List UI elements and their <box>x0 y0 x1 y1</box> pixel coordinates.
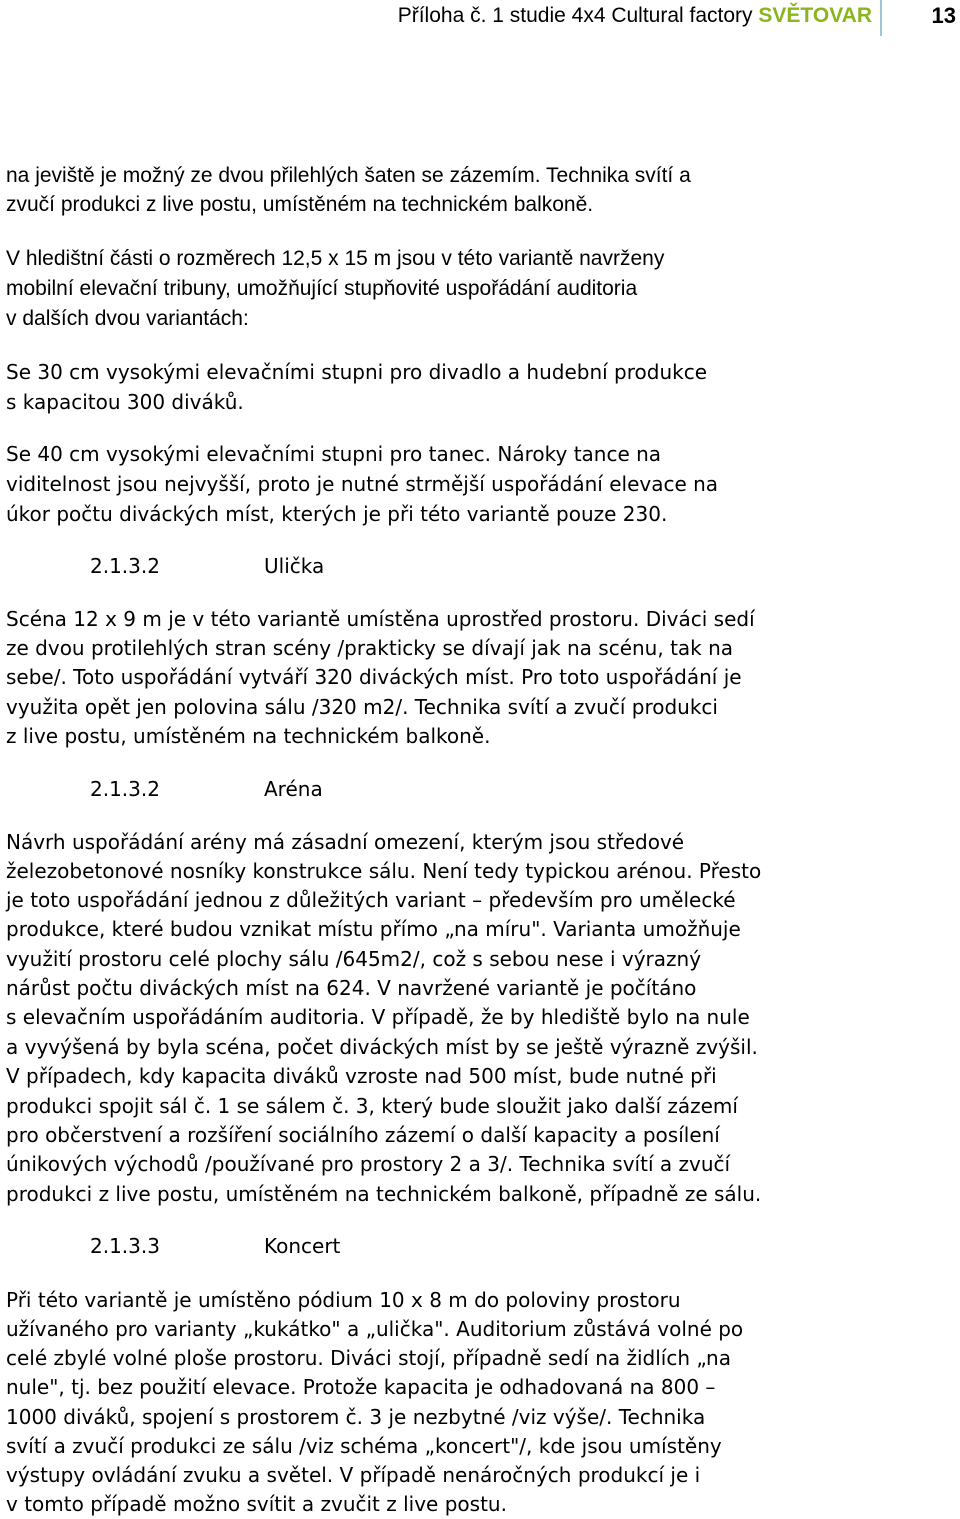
section-title: Aréna <box>264 777 323 801</box>
text-line: je toto uspořádání jednou z důležitých variant – především pro umělecké <box>6 888 736 912</box>
text-line: viditelnost jsou nejvyšší, proto je nutné strmější uspořádání elevace na <box>6 472 719 496</box>
text-line: celé zbylé volné ploše prostoru. Diváci stojí, případně sedí na židlích „na <box>6 1346 731 1370</box>
text-line: svítí a zvučí produkci ze sálu /viz schéma „koncert"/, kde jsou umístěny <box>6 1434 722 1458</box>
text-line: produkci z live postu, umístěném na technickém balkoně, případně ze sálu. <box>6 1182 762 1206</box>
text-line: a vyvýšená by byla scéna, počet diváckých míst by se ještě výrazně zvýšil. <box>6 1035 758 1059</box>
text-line: Scéna 12 x 9 m je v této variantě umístěna uprostřed prostoru. Diváci sedí <box>6 607 755 631</box>
text-line: z live postu, umístěném na technickém balkoně. <box>6 724 491 748</box>
header-brand: SVĚTOVAR <box>758 4 872 27</box>
text-line: sebe/. Toto uspořádání vytváří 320 diváckých míst. Pro toto uspořádání je <box>6 665 742 689</box>
page-header <box>0 0 960 36</box>
text-line: produkci spojit sál č. 1 se sálem č. 3, který bude sloužit jako další zázemí <box>6 1094 738 1118</box>
header-divider <box>880 0 882 36</box>
section-number: 2.1.3.2 <box>90 777 160 801</box>
page-number: 13 <box>931 3 956 28</box>
text-line: využita opět jen polovina sálu /320 m2/. Technika svítí a zvučí produkci <box>6 695 718 719</box>
text-line: využití prostoru celé plochy sálu /645m2/, což s sebou nese i výrazný <box>6 947 702 971</box>
header-title <box>398 2 872 30</box>
section-number: 2.1.3.2 <box>90 554 160 578</box>
text-line: produkce, které budou vznikat místu přímo „na míru". Varianta umožňuje <box>6 917 741 941</box>
text-line: v dalších dvou variantách: <box>6 307 249 330</box>
text-line: ze dvou protilehlých stran scény /prakticky se dívají jak na scénu, tak na <box>6 636 734 660</box>
text-line: nárůst počtu diváckých míst na 624. V navržené variantě je počítáno <box>6 976 697 1000</box>
header-title-text: Příloha č. 1 studie 4x4 Cultural factory <box>397 4 753 27</box>
text-line: mobilní elevační tribuny, umožňující stupňovité uspořádání auditoria <box>6 277 638 300</box>
text-line: užívaného pro varianty „kukátko" a „ulička". Auditorium zůstává volné po <box>6 1317 744 1341</box>
text-line: s kapacitou 300 diváků. <box>6 390 244 414</box>
text-line: zvučí produkci z live postu, umístěném na technickém balkoně. <box>6 193 594 216</box>
section-number: 2.1.3.3 <box>90 1234 160 1258</box>
text-line: V případech, kdy kapacita diváků vzroste nad 500 míst, bude nutné při <box>6 1064 717 1088</box>
text-line: Návrh uspořádání arény má zásadní omezení, kterým jsou středové <box>6 830 685 854</box>
text-line: na jeviště je možný ze dvou přilehlých šaten se zázemím. Technika svítí a <box>6 164 691 187</box>
text-line: úkor počtu diváckých míst, kterých je při této variantě pouze 230. <box>6 502 668 526</box>
text-line: Při této variantě je umístěno pódium 10 x 8 m do poloviny prostoru <box>6 1288 681 1312</box>
text-line: únikových východů /používané pro prostory 2 a 3/. Technika svítí a zvučí <box>6 1152 731 1176</box>
text-line: Se 40 cm vysokými elevačními stupni pro tanec. Nároky tance na <box>6 442 662 466</box>
text-line: 1000 diváků, spojení s prostorem č. 3 je nezbytné /viz výše/. Technika <box>6 1405 706 1429</box>
text-line: železobetonové nosníky konstrukce sálu. Není tedy typickou arénou. Přesto <box>6 859 762 883</box>
text-line: v tomto případě možno svítit a zvučit z live postu. <box>6 1492 507 1516</box>
section-title: Koncert <box>264 1234 341 1258</box>
text-line: V hledištní části o rozměrech 12,5 x 15 m jsou v této variantě navrženy <box>6 247 665 270</box>
text-line: výstupy ovládání zvuku a světel. V případě nenáročných produkcí je i <box>6 1463 701 1487</box>
text-line: Se 30 cm vysokými elevačními stupni pro divadlo a hudební produkce <box>6 360 708 384</box>
text-line: nule", tj. bez použití elevace. Protože kapacita je odhadovaná na 800 – <box>6 1375 716 1399</box>
section-title: Ulička <box>264 554 325 578</box>
text-line: s elevačním uspořádáním auditoria. V případě, že by hlediště bylo na nule <box>6 1005 750 1029</box>
text-line: pro občerstvení a rozšíření sociálního zázemí o další kapacity a posílení <box>6 1123 720 1147</box>
